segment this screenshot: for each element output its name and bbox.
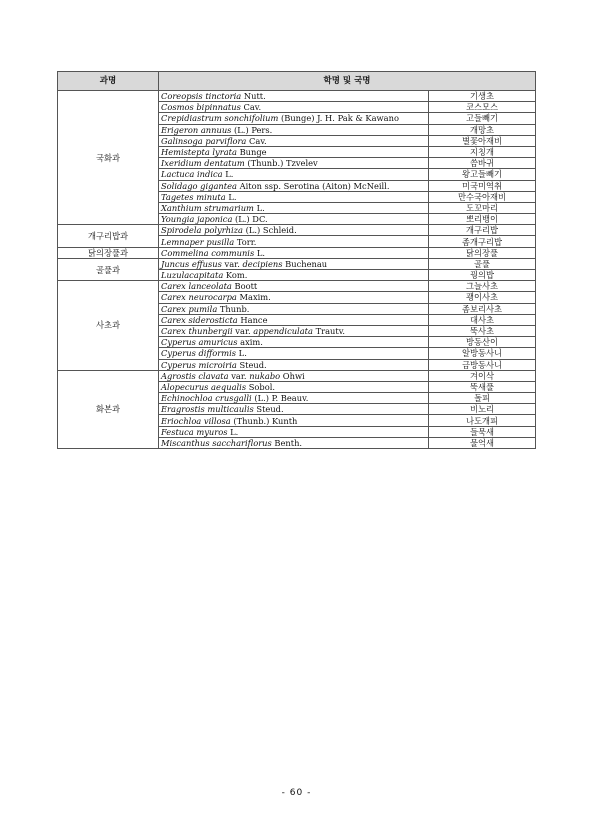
scientific-name-italic: Eriochloa villosa — [161, 415, 231, 426]
scientific-name-italic: Carex thunbergii — [161, 326, 233, 337]
scientific-name-italic: Hemistepta lyrata — [161, 147, 237, 158]
scientific-name-cell — [159, 314, 429, 325]
korean-name-cell: 미국미역취 — [429, 180, 536, 191]
scientific-name-italic: Commelina communis — [161, 247, 255, 258]
scientific-name-cell — [159, 281, 429, 292]
korean-name-cell: 개구리밥 — [429, 225, 536, 236]
korean-name-cell: 만수국아재비 — [429, 191, 536, 202]
scientific-name-author: Steud. — [253, 404, 284, 415]
header-species: 학명 및 국명 — [159, 72, 536, 91]
table-row — [58, 91, 536, 102]
scientific-name-cell — [159, 214, 429, 225]
table-row — [58, 258, 536, 269]
table-row — [58, 247, 536, 258]
scientific-name-italic: Eragrostis multicaulis — [161, 404, 254, 415]
scientific-name-cell — [159, 393, 429, 404]
scientific-name-cell — [159, 258, 429, 269]
scientific-name-italic: Coreopsis tinctoria — [161, 91, 242, 102]
korean-name-cell: 그늘사초 — [429, 281, 536, 292]
korean-name-cell: 지칭개 — [429, 146, 536, 157]
scientific-name-italic: Lactuca indica — [161, 169, 223, 180]
scientific-name-italic: Erigeron annuus — [161, 124, 232, 135]
family-cell: 사초과 — [58, 281, 159, 371]
scientific-name-italic: Carex siderosticta — [161, 314, 238, 325]
korean-name-cell: 코스모스 — [429, 102, 536, 113]
scientific-name-italic: Agrostis clavata — [161, 370, 229, 381]
scientific-name-author: var. — [232, 326, 254, 337]
scientific-name-author: L. — [253, 202, 265, 213]
korean-name-cell: 대사초 — [429, 314, 536, 325]
scientific-name-author: (L.) Pers. — [231, 124, 273, 135]
korean-name-cell: 나도개피 — [429, 415, 536, 426]
scientific-name-author: Hance — [237, 314, 268, 325]
scientific-name-italic: Crepidiastrum sonchifolium — [161, 113, 279, 124]
scientific-name-italic: Carex neurocarpa — [161, 292, 237, 303]
korean-name-cell: 도꼬마리 — [429, 202, 536, 213]
species-table — [57, 71, 536, 449]
scientific-name-italic: Alopecurus aequalis — [161, 381, 247, 392]
scientific-name-cell — [159, 337, 429, 348]
scientific-name-cell — [159, 426, 429, 437]
table-row — [58, 281, 536, 292]
korean-name-cell: 금방동사니 — [429, 359, 536, 370]
scientific-name-italic: Xanthium strumarium — [161, 202, 254, 213]
scientific-name-author: (Thunb.) Tzvelev — [244, 158, 318, 169]
scientific-name-italic: decipiens — [242, 258, 283, 269]
table-header — [58, 72, 536, 91]
scientific-name-author: (Thunb.) Kunth — [230, 415, 298, 426]
scientific-name-author: L. — [227, 426, 239, 437]
scientific-name-author: L. — [254, 247, 265, 258]
scientific-name-author: (Bunge) J. H. Pak & Kawano — [278, 113, 399, 124]
scientific-name-italic: Carex pumila — [161, 303, 218, 314]
scientific-name-italic: Spirodela polyrhiza — [161, 225, 243, 236]
scientific-name-cell — [159, 124, 429, 135]
korean-name-cell: 개망초 — [429, 124, 536, 135]
family-cell: 닭의장풀과 — [58, 247, 159, 258]
scientific-name-author: Kom. — [223, 270, 248, 281]
table-row — [58, 370, 536, 381]
scientific-name-italic: Ixeridium dentatum — [161, 158, 245, 169]
scientific-name-author: Cav. — [240, 102, 262, 113]
scientific-name-cell — [159, 381, 429, 392]
scientific-name-author: Maxim. — [236, 292, 271, 303]
scientific-name-author: Sobol. — [246, 381, 276, 392]
scientific-name-author: var. — [221, 258, 243, 269]
scientific-name-cell — [159, 404, 429, 415]
scientific-name-italic: nukabo — [249, 370, 281, 381]
scientific-name-cell — [159, 146, 429, 157]
scientific-name-cell — [159, 202, 429, 213]
scientific-name-italic: Cyperus difformis — [161, 348, 237, 359]
scientific-name-cell — [159, 370, 429, 381]
scientific-name-cell — [159, 180, 429, 191]
korean-name-cell: 괭이사초 — [429, 292, 536, 303]
scientific-name-italic: appendiculata — [253, 326, 313, 337]
scientific-name-cell — [159, 303, 429, 314]
scientific-name-italic: Lemnaper pusilla — [161, 236, 235, 247]
scientific-name-italic: Carex lanceolata — [161, 281, 232, 292]
scientific-name-author: Trautv. — [312, 326, 346, 337]
table-row — [58, 225, 536, 236]
korean-name-cell: 왕고들빼기 — [429, 169, 536, 180]
korean-name-cell: 좀보리사초 — [429, 303, 536, 314]
korean-name-cell: 기생초 — [429, 91, 536, 102]
scientific-name-italic: Echinochloa crusgalli — [161, 393, 252, 404]
scientific-name-cell — [159, 270, 429, 281]
scientific-name-cell — [159, 225, 429, 236]
scientific-name-cell — [159, 247, 429, 258]
korean-name-cell: 방동산이 — [429, 337, 536, 348]
scientific-name-cell — [159, 325, 429, 336]
korean-name-cell: 닭의장풀 — [429, 247, 536, 258]
scientific-name-cell — [159, 91, 429, 102]
scientific-name-author: (L.) P. Beauv. — [251, 393, 309, 404]
scientific-name-author: Buchenau — [282, 258, 328, 269]
family-cell: 골풀과 — [58, 258, 159, 280]
family-cell: 화본과 — [58, 370, 159, 448]
scientific-name-author: L. — [236, 348, 247, 359]
scientific-name-author: Torr. — [234, 236, 257, 247]
scientific-name-cell — [159, 169, 429, 180]
korean-name-cell: 돌피 — [429, 393, 536, 404]
scientific-name-author: Aiton ssp. Serotina (Aiton) McNeill. — [236, 180, 390, 191]
korean-name-cell: 고들빼기 — [429, 113, 536, 124]
korean-name-cell: 들묵새 — [429, 426, 536, 437]
scientific-name-cell — [159, 158, 429, 169]
header-family: 과명 — [58, 72, 159, 91]
scientific-name-cell — [159, 191, 429, 202]
family-cell: 개구리밥과 — [58, 225, 159, 247]
scientific-name-italic: Cyperus amuricus — [161, 337, 238, 348]
korean-name-cell: 별꽃아재비 — [429, 135, 536, 146]
scientific-name-cell — [159, 348, 429, 359]
scientific-name-author: (L.) DC. — [232, 214, 268, 225]
scientific-name-author: L. — [225, 191, 237, 202]
scientific-name-cell — [159, 102, 429, 113]
scientific-name-cell — [159, 135, 429, 146]
scientific-name-author: Bunge — [236, 147, 267, 158]
scientific-name-italic: Tagetes minuta — [161, 191, 226, 202]
scientific-name-author: L. — [222, 169, 234, 180]
korean-name-cell: 좀개구리밥 — [429, 236, 536, 247]
korean-name-cell: 물억새 — [429, 437, 536, 448]
scientific-name-author: (L.) Schleid. — [243, 225, 297, 236]
korean-name-cell: 뚝사초 — [429, 325, 536, 336]
scientific-name-italic: Galinsoga parviflora — [161, 135, 247, 146]
page-number: - 60 - — [281, 788, 312, 798]
table-body — [58, 91, 536, 449]
korean-name-cell: 알방동사니 — [429, 348, 536, 359]
header-row — [58, 72, 536, 91]
korean-name-cell: 꿩의밥 — [429, 270, 536, 281]
scientific-name-italic: Youngia japonica — [161, 214, 233, 225]
scientific-name-cell — [159, 292, 429, 303]
korean-name-cell: 비노리 — [429, 404, 536, 415]
scientific-name-author: axim. — [237, 337, 263, 348]
korean-name-cell: 뚝새풀 — [429, 381, 536, 392]
family-cell: 국화과 — [58, 91, 159, 225]
scientific-name-italic: Juncus effusus — [161, 258, 222, 269]
scientific-name-cell — [159, 415, 429, 426]
scientific-name-italic: Solidago gigantea — [161, 180, 237, 191]
scientific-name-italic: Cyperus microiria — [161, 359, 237, 370]
scientific-name-author: Boott — [231, 281, 258, 292]
scientific-name-author: Benth. — [271, 437, 303, 448]
scientific-name-italic: Luzulacapitata — [161, 270, 224, 281]
scientific-name-author: Cav. — [246, 135, 267, 146]
korean-name-cell: 겨이삭 — [429, 370, 536, 381]
scientific-name-italic: Festuca myuros — [161, 426, 228, 437]
korean-name-cell: 씀바귀 — [429, 158, 536, 169]
scientific-name-author: Steud. — [236, 359, 267, 370]
scientific-name-italic: Miscanthus sacchariflorus — [161, 437, 272, 448]
scientific-name-author: Ohwi — [280, 370, 305, 381]
scientific-name-author: Thunb. — [217, 303, 250, 314]
korean-name-cell: 골풀 — [429, 258, 536, 269]
scientific-name-author: var. — [228, 370, 250, 381]
scientific-name-cell — [159, 113, 429, 124]
scientific-name-cell — [159, 236, 429, 247]
scientific-name-cell — [159, 359, 429, 370]
scientific-name-cell — [159, 437, 429, 448]
korean-name-cell: 뽀리뱅이 — [429, 214, 536, 225]
scientific-name-author: Nutt. — [241, 91, 266, 102]
scientific-name-italic: Cosmos bipinnatus — [161, 102, 241, 113]
